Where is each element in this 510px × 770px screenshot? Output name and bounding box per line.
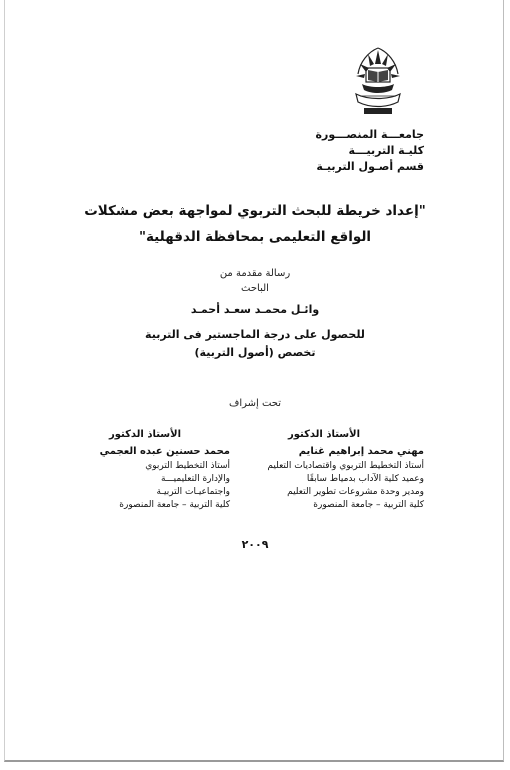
supervisor-2-line1: أستاذ التخطيط التربوي [145,461,230,471]
supervisor-2-line2: والإدارة التعليميـــة [160,474,230,484]
university-header [316,127,424,175]
thesis-title-line1: "إعداد خريطة للبحث التربوي لمواجهة بعض مشكلات [84,203,426,219]
supervisor-1-line4: كلية التربية – جامعة المنصورة [313,500,424,510]
specialization: تخصص (أصول التربية) [194,346,316,359]
supervisor-1-name: مهني محمد إبراهيم غنايم [298,446,424,457]
supervisor-1-title: الأستاذ الدكتور [287,429,361,440]
year: ٢٠٠٩ [241,538,269,551]
supervisor-1 [224,428,424,512]
department-name: قسم أصـول التربيـة [316,160,424,173]
supervisor-2-title: الأستاذ الدكتور [108,429,182,440]
thesis-title [30,198,480,250]
supervision-label: تحت إشراف [228,398,282,409]
researcher-label: الباحث [241,283,269,294]
supervisor-1-line3: ومدير وحدة مشروعات تطوير التعليم [287,487,424,497]
page-frame [4,0,504,762]
supervisor-2-name: محمد حسنين عبده العجمي [99,446,230,457]
supervisor-1-line1: أستاذ التخطيط التربوي واقتصاديات التعليم [267,461,424,471]
university-name-line1: جامعـــة المنصـــورة [315,128,424,141]
supervisor-2-line3: واجتماعيـات التربيـة [156,487,230,497]
university-crest-icon [346,44,410,118]
supervisor-2-line4: كلية التربية – جامعة المنصورة [119,500,230,510]
university-name-line2: كليـة التربيـــة [348,144,424,157]
thesis-title-line2: الواقع التعليمى بمحافظة الدقهلية" [138,229,372,245]
researcher-name: وائـل محمـد سعـد أحمـد [190,303,320,316]
supervisor-2 [60,428,230,512]
submitted-by: رسالة مقدمة من [219,268,291,279]
supervisor-1-line2: وعميد كلية الآداب بدمياط سابقًا [306,474,424,484]
degree-purpose: للحصول على درجة الماجستير فى التربية [145,328,365,341]
